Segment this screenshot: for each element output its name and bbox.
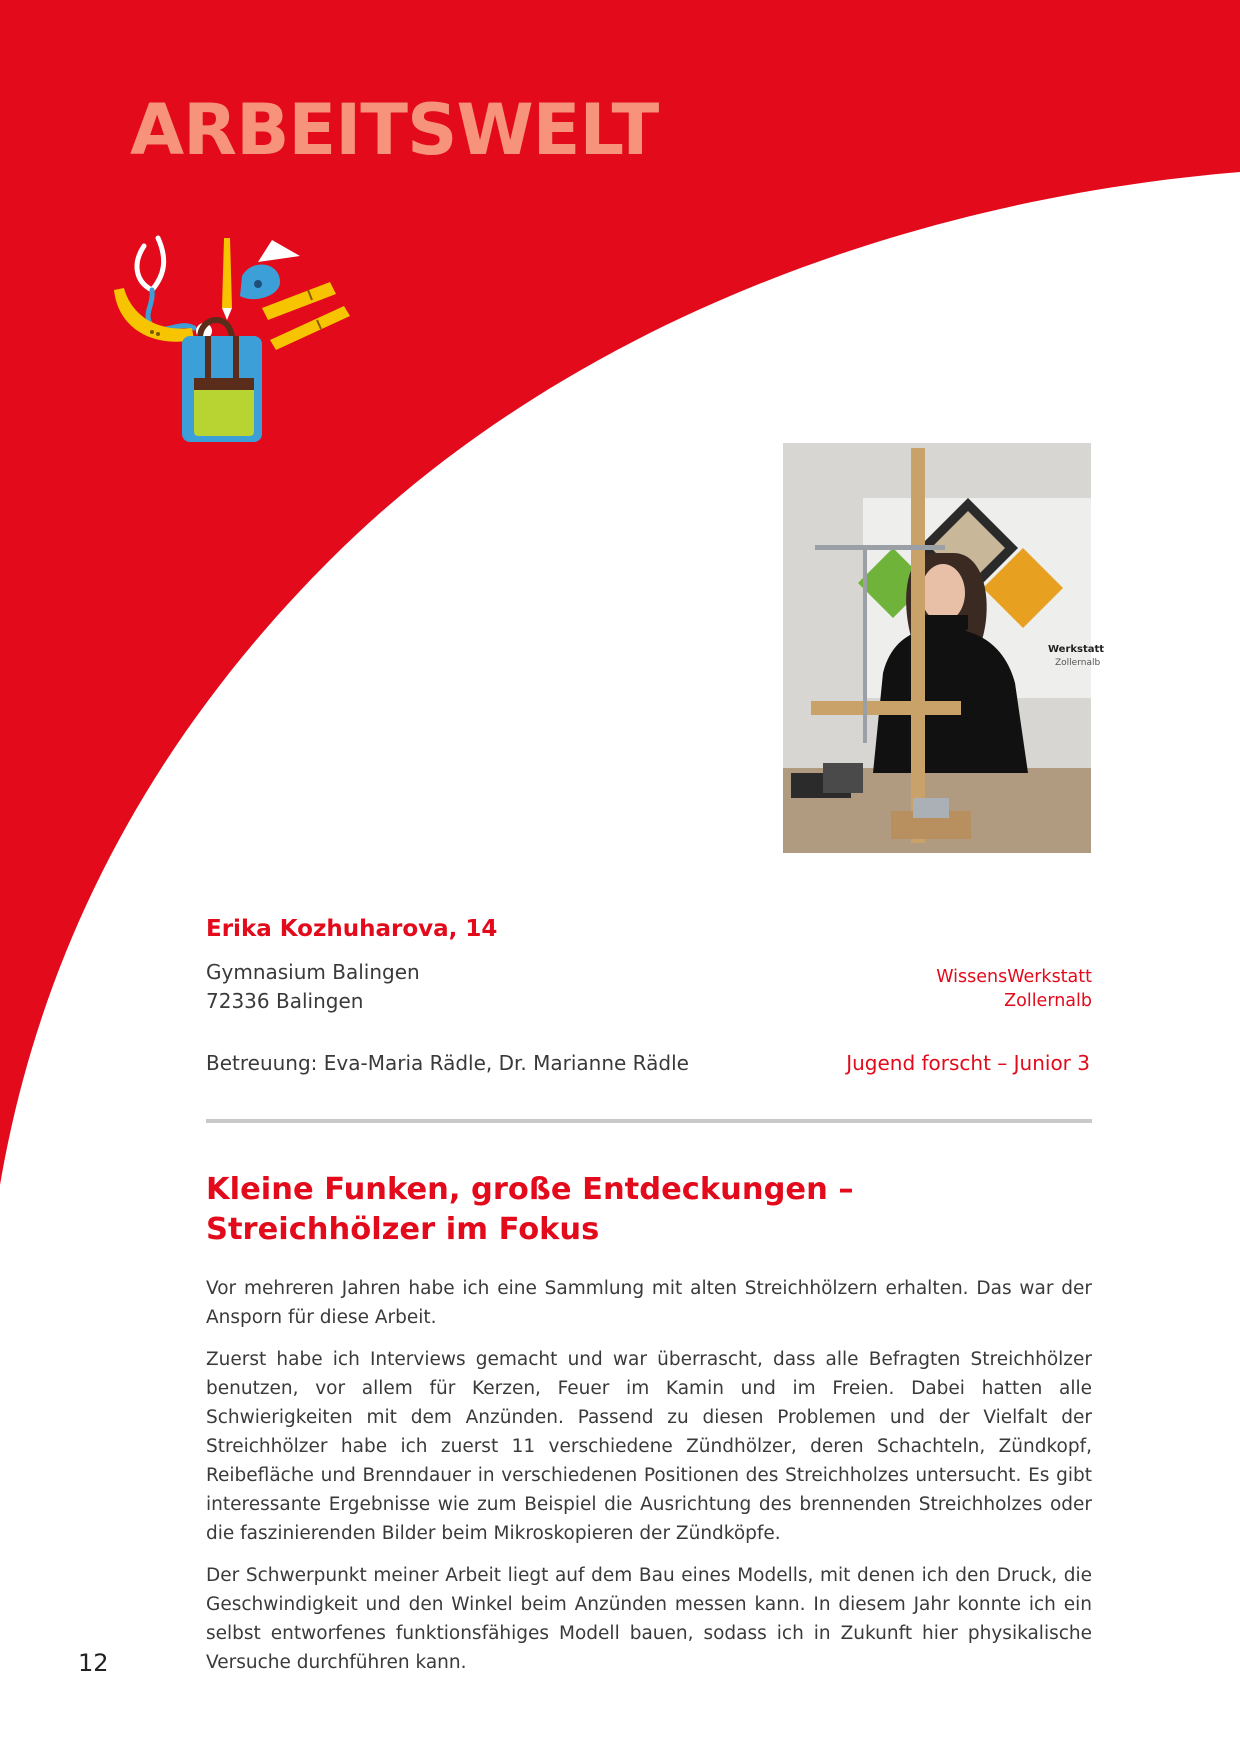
organization	[936, 965, 1092, 1013]
organization-region: Zollernalb	[1004, 991, 1092, 1011]
article-paragraph: Zuerst habe ich Interviews gemacht und war überrascht, dass alle Befragten Streichhölzer benutzen, vor allem für Kerzen, Feuer im Kamin und im Freien. Dabei hatten alle Schwierigkeiten mit dem Anzünden. Passend zu diesen Problemen und der Vielfalt der Streichhölzer habe ich zuerst 11 verschiedene Zündhölzer, deren Schachteln, Zündkopf, Reibefläche und Brenndauer in verschiedenen Positionen des Streichholzes untersucht. Es gibt interessante Ergebnisse wie zum Beispiel die Ausrichtung des brennenden Streichholzes oder die faszinierenden Bilder beim Mikroskopieren der Zündköpfe.	[206, 1349, 1092, 1544]
article-title-line: Kleine Funken, große Entdeckungen –	[206, 1172, 854, 1207]
article-title	[206, 1170, 1092, 1250]
workplace-collage-icon	[112, 228, 392, 478]
supervision: Betreuung: Eva-Maria Rädle, Dr. Marianne Rädle	[206, 1051, 689, 1075]
student-photo	[783, 443, 1105, 853]
organization-name: WissensWerkstatt	[936, 967, 1092, 987]
banner-text-zollernalb: Zollernalb	[1055, 658, 1101, 668]
category-heading: ARBEITSWELT	[130, 89, 659, 171]
school-city: 72336 Balingen	[206, 989, 364, 1013]
author-name: Erika Kozhuharova, 14	[206, 916, 498, 942]
trowel-icon	[240, 240, 300, 299]
backpack-icon	[182, 320, 262, 442]
divider	[206, 1119, 1092, 1123]
article-paragraph: Der Schwerpunkt meiner Arbeit liegt auf dem Bau eines Modells, mit denen ich den Druck, die Geschwindigkeit und den Winkel beim Anzünden messen kann. In diesem Jahr konnte ich ein selbst entworfenes funktionsfähiges Modell bauen, sodass ich in Zukunft hier physikalische Versuche durchführen kann.	[206, 1565, 1092, 1673]
school-address	[206, 958, 420, 1016]
banner-text-werkstatt: Werkstatt	[1048, 644, 1105, 655]
article-title-line: Streichhölzer im Fokus	[206, 1212, 600, 1247]
pencil-icon	[222, 238, 232, 320]
competition-label: Jugend forscht – Junior 3	[846, 1051, 1090, 1075]
article-body	[206, 1274, 1092, 1690]
ruler-icon	[262, 282, 350, 350]
article-paragraph: Vor mehreren Jahren habe ich eine Sammlung mit alten Streichhölzern erhalten. Das war der Ansporn für diese Arbeit.	[206, 1278, 1092, 1328]
school-name: Gymnasium Balingen	[206, 960, 420, 984]
page-number: 12	[78, 1649, 109, 1677]
